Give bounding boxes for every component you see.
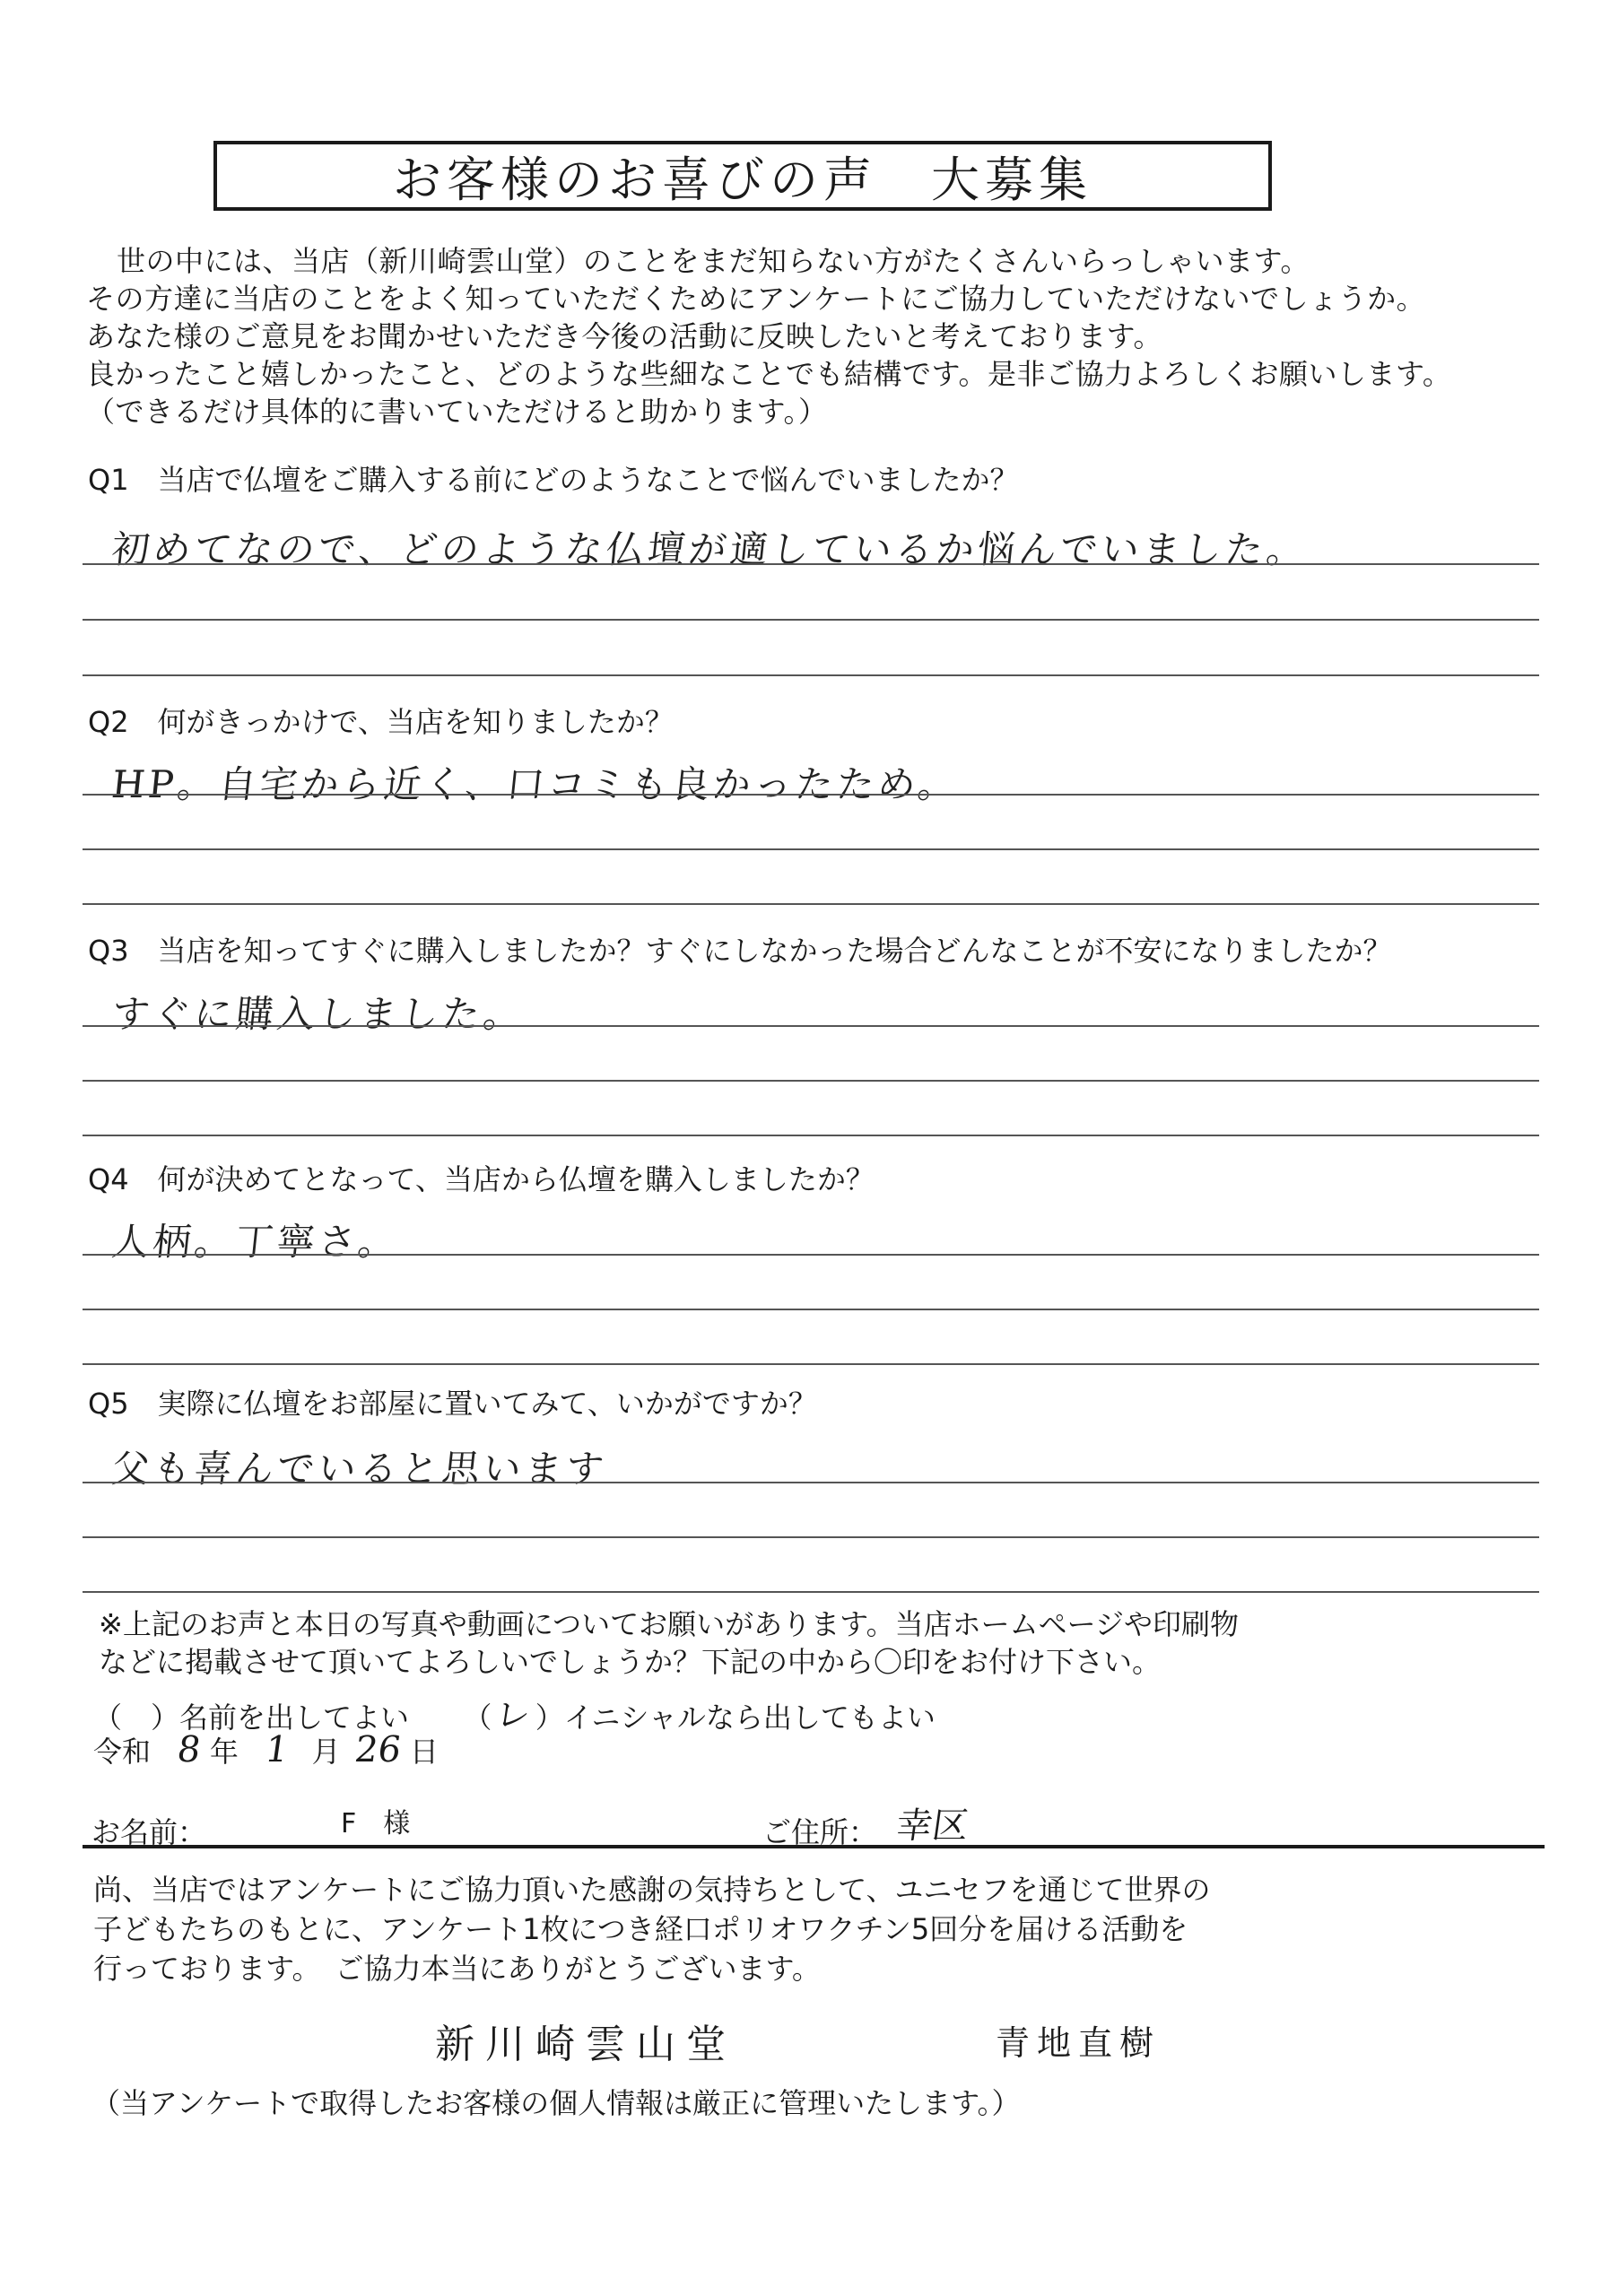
answer-line bbox=[83, 1363, 1539, 1365]
option-initial-ok[interactable]: ）イニシャルなら出してもよい bbox=[535, 1700, 936, 1735]
intro-line: あなた様のご意見をお聞かせいただき今後の活動に反映したいと考えております。 bbox=[86, 319, 1162, 353]
answer-line bbox=[83, 674, 1539, 676]
privacy-note: （当アンケートで取得したお客様の個人情報は厳正に管理いたします。） bbox=[91, 2086, 1021, 2120]
intro-line: 良かったこと嬉しかったこと、どのような些細なことでも結構です。是非ご協力よろしくお願いします。 bbox=[86, 357, 1452, 391]
answer-line bbox=[83, 1135, 1539, 1136]
option-name-ok[interactable]: （ ）名前を出してよい bbox=[93, 1700, 410, 1735]
intro-line: 世の中には、当店（新川崎雲山堂）のことをまだ知らない方がたくさんいらっしゃいます。 bbox=[117, 244, 1310, 278]
answer-line bbox=[83, 1080, 1539, 1082]
name-label: お名前： bbox=[91, 1815, 207, 1849]
question-4-label: Q4 何が決めてとなって、当店から仏壇を購入しましたか？ bbox=[88, 1162, 875, 1196]
answer-line bbox=[83, 1025, 1539, 1027]
check-mark-icon[interactable]: レ bbox=[492, 1693, 532, 1738]
date-row bbox=[93, 1729, 439, 1770]
date-month: 1 bbox=[262, 1729, 292, 1770]
answer-line bbox=[83, 1254, 1539, 1256]
question-5-answer: 父も喜んでいると思います bbox=[109, 1447, 610, 1491]
date-year-unit: 年 bbox=[209, 1735, 239, 1769]
person-name: 青地直樹 bbox=[996, 2023, 1162, 2063]
date-month-unit: 月 bbox=[311, 1735, 341, 1769]
answer-line bbox=[83, 1309, 1539, 1310]
question-4-answer: 人柄。丁寧さ。 bbox=[109, 1220, 402, 1264]
intro-line: その方達に当店のことをよく知っていただくためにアンケートにご協力していただけないでしょうか。 bbox=[86, 282, 1426, 316]
answer-line bbox=[83, 1591, 1539, 1593]
notice-line: などに掲載させて頂いてよろしいでしょうか？下記の中から〇印をお付け下さい。 bbox=[99, 1645, 1162, 1679]
question-5-label: Q5 実際に仏壇をお部屋に置いてみて、いかがですか？ bbox=[88, 1387, 817, 1421]
address-value[interactable]: 幸区 bbox=[893, 1805, 971, 1847]
shop-name: 新川崎雲山堂 bbox=[435, 2022, 736, 2067]
date-day-unit: 日 bbox=[409, 1735, 439, 1769]
closing-paragraph bbox=[93, 1870, 1528, 1988]
answer-line bbox=[83, 794, 1539, 796]
intro-paragraph bbox=[86, 242, 1566, 430]
question-1-answer: 初めてなので、どのような仏壇が適しているか悩んでいました。 bbox=[109, 527, 1310, 571]
page-title: お客様のお喜びの声 大募集 bbox=[393, 151, 1092, 208]
answer-line bbox=[83, 1482, 1539, 1483]
question-3-answer: すぐに購入しました。 bbox=[109, 992, 527, 1036]
closing-line: 尚、当店ではアンケートにご協力頂いた感謝の気持ちとして、ユニセフを通じて世界の bbox=[93, 1873, 1211, 1907]
closing-line: 行っております。 ご協力本当にありがとうございます。 bbox=[93, 1952, 821, 1986]
name-value[interactable]: F 様 bbox=[341, 1808, 411, 1839]
closing-line: 子どもたちのもとに、アンケート1枚につき経口ポリオワクチン5回分を届ける活動を bbox=[93, 1912, 1188, 1946]
question-1-label: Q1 当店で仏壇をご購入する前にどのようなことで悩んでいましたか？ bbox=[88, 463, 1019, 497]
answer-line bbox=[83, 619, 1539, 621]
answer-line bbox=[83, 848, 1539, 850]
answer-line bbox=[83, 563, 1539, 565]
address-label: ご住所： bbox=[762, 1815, 878, 1849]
option-initial-open: （ bbox=[463, 1700, 492, 1735]
date-day: 26 bbox=[352, 1729, 404, 1770]
answer-line bbox=[83, 1536, 1539, 1538]
question-3-label: Q3 当店を知ってすぐに購入しましたか？すぐにしなかった場合どんなことが不安になりましたか？ bbox=[88, 934, 1392, 968]
divider bbox=[83, 1845, 1545, 1848]
answer-line bbox=[83, 903, 1539, 905]
intro-line: （できるだけ具体的に書いていただけると助かります。） bbox=[86, 395, 828, 429]
title-box bbox=[213, 141, 1272, 211]
publication-notice bbox=[99, 1605, 1534, 1681]
question-2-label: Q2 何がきっかけで、当店を知りましたか？ bbox=[88, 705, 674, 739]
question-2-answer: HP。自宅から近く、口コミも良かったため。 bbox=[109, 762, 962, 806]
date-year: 8 bbox=[174, 1729, 204, 1770]
date-era: 令和 bbox=[93, 1735, 152, 1769]
notice-line: ※上記のお声と本日の写真や動画についてお願いがあります。当店ホームページや印刷物 bbox=[99, 1607, 1239, 1641]
